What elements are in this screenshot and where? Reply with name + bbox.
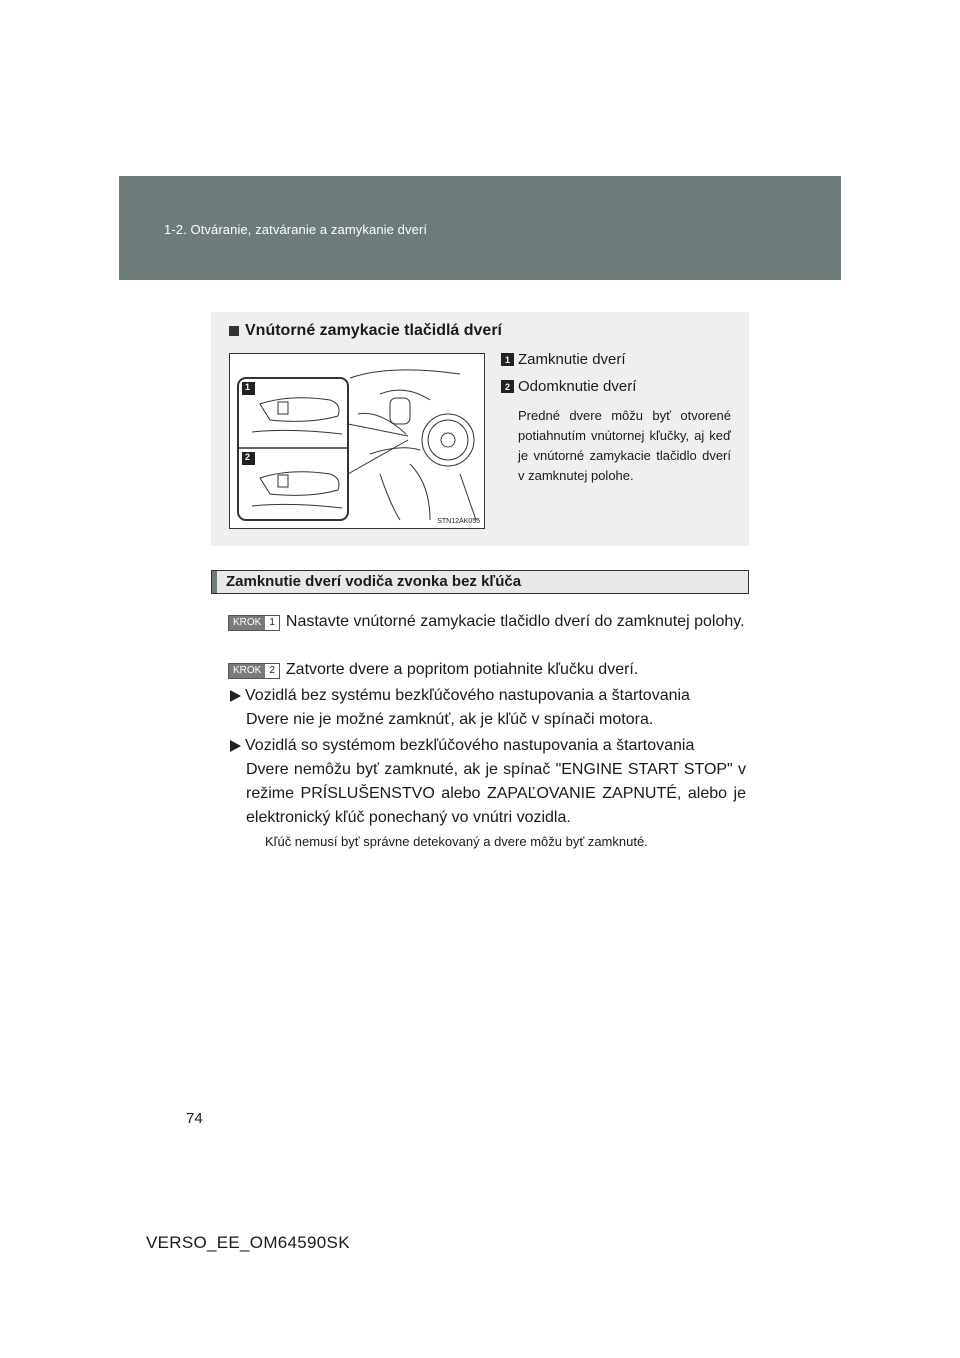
bullet-title: Vozidlá bez systému bezkľúčového nastupovania a štartovania [245, 687, 690, 704]
bullet-1 [230, 684, 690, 708]
bullet-2-text: Dvere nemôžu byť zamknuté, ak je spínač "ENGINE START STOP" v režime PRÍSLUŠENSTVO alebo ZAPAĽOVANIE ZAPNUTÉ, alebo je elektronický kľúč ponechaný vo vnútri vozidla. [246, 761, 746, 826]
figure-label-1: 1 [245, 382, 251, 392]
heading-accent-bar [212, 571, 217, 593]
section-breadcrumb: 1-2. Otváranie, zatváranie a zamykanie dverí [164, 222, 428, 237]
legend-label: Zamknutie dverí [518, 351, 626, 368]
legend [501, 350, 733, 486]
step-1 [228, 610, 746, 634]
triangle-bullet-icon [230, 690, 241, 702]
info-box-title-row [229, 322, 502, 340]
detection-note: Kľúč nemusí byť správne detekovaný a dvere môžu byť zamknuté. [265, 834, 648, 849]
legend-item-lock [501, 350, 733, 369]
number-badge: 1 [501, 353, 514, 366]
info-box-title: Vnútorné zamykacie tlačidlá dverí [245, 322, 502, 339]
step-badge [228, 663, 280, 679]
section-heading-text: Zamknutie dverí vodiča zvonka bez kľúča [226, 573, 522, 590]
figure-label-2: 2 [245, 452, 251, 462]
step-text: Nastavte vnútorné zamykacie tlačidlo dverí do zamknutej polohy. [285, 613, 745, 630]
illustration-drawing [230, 354, 484, 528]
square-bullet-icon [229, 326, 239, 336]
figure-code: STN12AK055 [437, 518, 480, 525]
step-text: Zatvorte dvere a popritom potiahnite kľučku dverí. [285, 661, 639, 678]
section-heading [211, 570, 749, 594]
number-badge: 2 [501, 380, 514, 393]
step-tag: KROK [229, 664, 265, 678]
triangle-bullet-icon [230, 740, 241, 752]
step-number: 1 [265, 616, 279, 630]
header-band [119, 176, 841, 280]
page-number: 74 [186, 1110, 203, 1127]
footer-code: VERSO_EE_OM64590SK [146, 1233, 350, 1252]
door-lock-illustration [229, 353, 485, 529]
legend-note: Predné dvere môžu byť otvorené potiahnutím vnútornej kľučky, aj keď je vnútorné zamykacie tlačidlo dverí v zamknutej polohe. [518, 408, 731, 483]
legend-label: Odomknutie dverí [518, 378, 637, 395]
step-number: 2 [265, 664, 279, 678]
legend-item-unlock [501, 377, 733, 396]
bullet-2 [230, 734, 694, 758]
step-tag: KROK [229, 616, 265, 630]
bullet-1-text: Dvere nie je možné zamknúť, ak je kľúč v spínači motora. [246, 711, 654, 728]
bullet-title: Vozidlá so systémom bezkľúčového nastupovania a štartovania [245, 737, 695, 754]
step-badge [228, 615, 280, 631]
step-2 [228, 658, 746, 682]
info-box [211, 312, 749, 546]
